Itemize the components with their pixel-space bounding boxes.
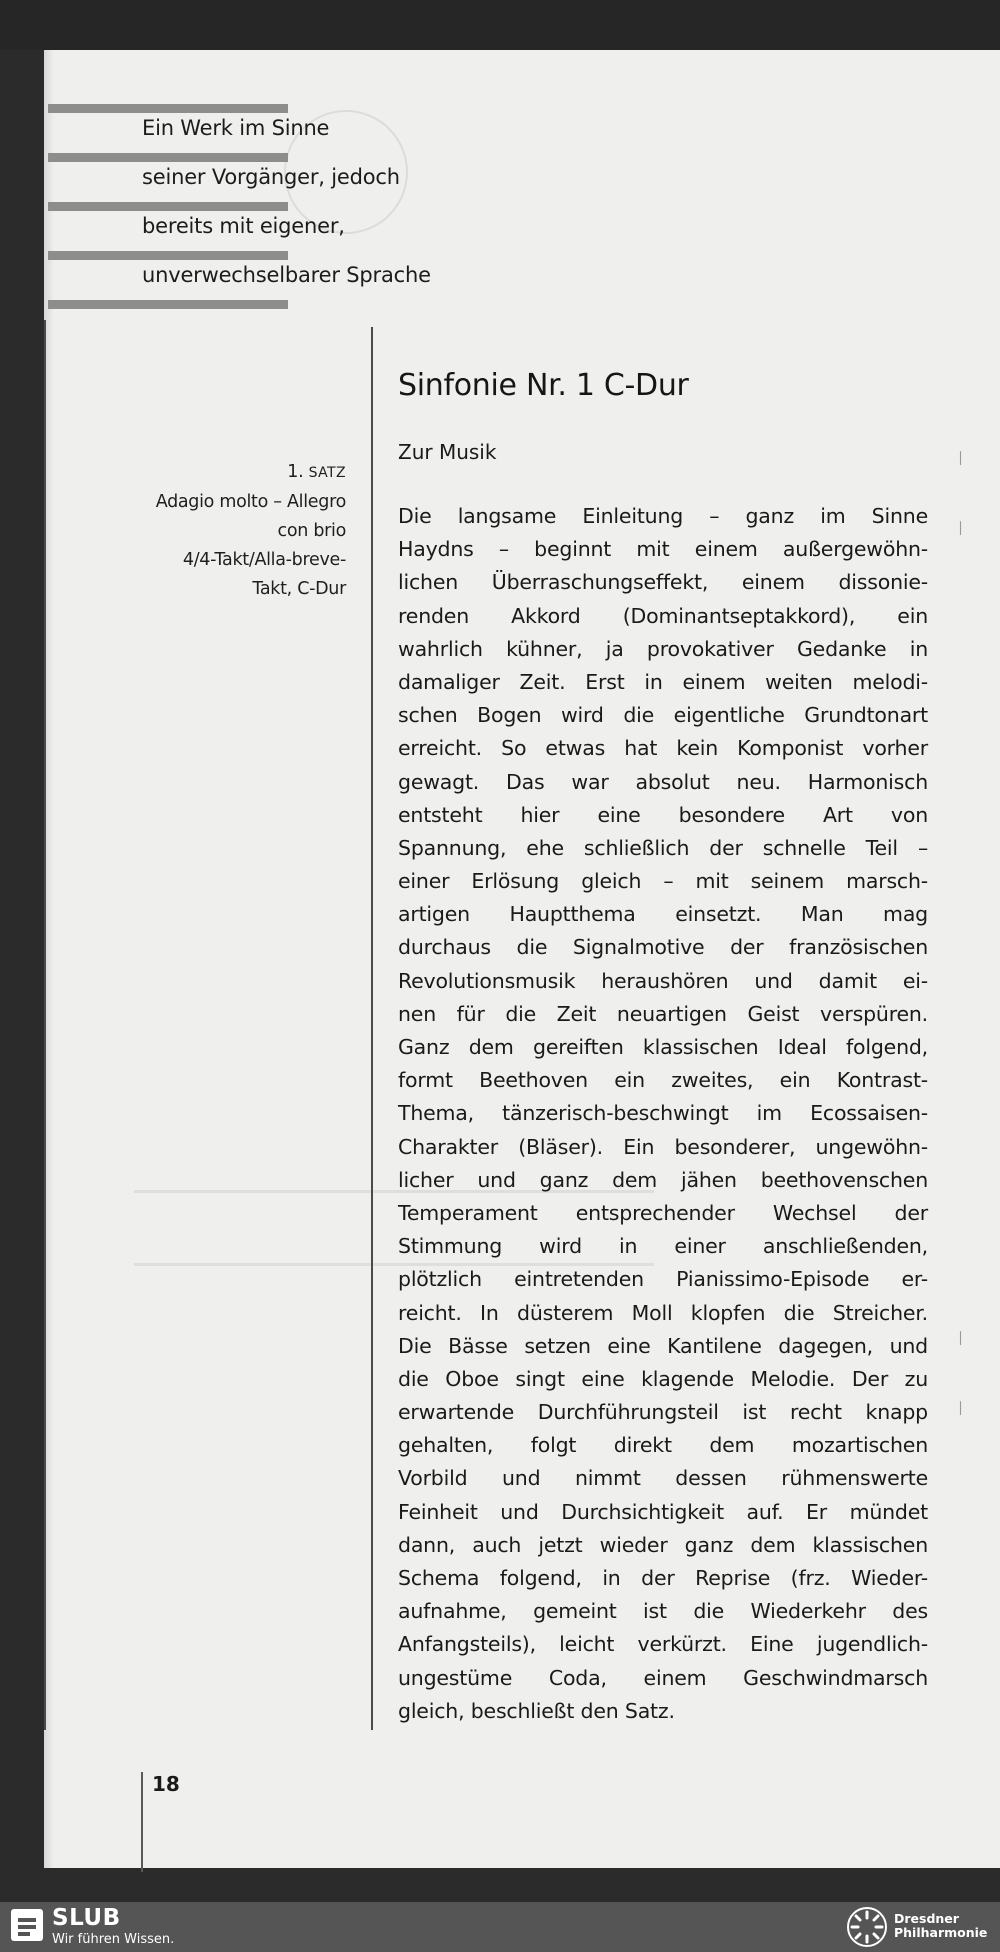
body-line: die Oboe singt eine klagende Melodie. Der zu: [398, 1366, 928, 1391]
body-line: dann, auch jetzt wieder ganz dem klassischen: [398, 1532, 928, 1557]
body-line: ungestüme Coda, einem Geschwindmarsch: [398, 1665, 928, 1690]
pull-quote-line: bereits mit eigener,: [142, 214, 345, 238]
article-body: [398, 500, 928, 1728]
left-margin-rule: [44, 320, 46, 1730]
body-line: lichen Überraschungseffekt, einem dissonie-: [398, 570, 928, 595]
body-line: Revolutionsmusik heraushören und damit ei-: [398, 968, 928, 993]
body-line: Anfangsteils), leicht verkürzt. Eine jugendlich-: [398, 1632, 928, 1657]
body-line: plötzlich eintretenden Pianissimo-Episode er-: [398, 1267, 928, 1292]
decorative-stripe: [48, 104, 288, 113]
movement-meter: 4/4-Takt/Alla-breve-: [182, 550, 346, 570]
body-line: einer Erlösung gleich – mit seinem marsch-: [398, 869, 928, 894]
body-line: schen Bogen wird die eigentliche Grundtonart: [398, 703, 928, 728]
body-line: Vorbild und nimmt dessen rühmenswerte: [398, 1466, 928, 1491]
body-line: licher und ganz dem jähen beethovenschen: [398, 1167, 928, 1192]
footer-rule: [141, 1772, 143, 1872]
margin-mark: ∣: [957, 1400, 964, 1416]
body-line: erreicht. So etwas hat kein Komponist vorher: [398, 736, 928, 761]
movement-tempo: Adagio molto – Allegro: [155, 492, 346, 512]
body-line: Die langsame Einleitung – ganz im Sinne: [398, 504, 928, 528]
body-line: Thema, tänzerisch-beschwingt im Ecossaisen-: [398, 1101, 928, 1126]
movement-key: Takt, C-Dur: [252, 579, 346, 599]
body-line: gehalten, folgt direkt dem mozartischen: [398, 1433, 928, 1458]
slub-logo-icon[interactable]: [10, 1908, 44, 1942]
partner-name-line1: Dresdner: [894, 1911, 959, 1926]
body-line: entsteht hier eine besondere Art von: [398, 802, 928, 827]
movement-heading: [114, 458, 346, 488]
article-subtitle: Zur Musik: [398, 440, 497, 464]
body-line: Ganz dem gereiften klassischen Ideal folgend,: [398, 1035, 928, 1059]
body-line: gewagt. Das war absolut neu. Harmonisch: [398, 769, 928, 794]
pull-quote-line: Ein Werk im Sinne: [142, 116, 330, 140]
body-line: Temperament entsprechender Wechsel der: [398, 1200, 928, 1225]
body-line: artigen Hauptthema einsetzt. Man mag: [398, 902, 928, 927]
body-line: formt Beethoven ein zweites, ein Kontrast-: [398, 1068, 928, 1093]
movement-number: 1.: [287, 462, 304, 482]
pull-quote-line: unverwechselbarer Sprache: [142, 263, 431, 287]
movement-sidebar: [114, 458, 346, 604]
body-line: Die Bässe setzen eine Kantilene dagegen, und: [398, 1333, 928, 1358]
body-line: reicht. In düsterem Moll klopfen die Streicher.: [398, 1300, 928, 1325]
library-name[interactable]: SLUB: [52, 1905, 121, 1931]
body-line: aufnahme, gemeint ist die Wiederkehr des: [398, 1599, 928, 1624]
library-tagline: Wir führen Wissen.: [52, 1932, 175, 1947]
page-number: 18: [152, 1772, 180, 1796]
decorative-stripe: [48, 153, 288, 162]
movement-tempo-cont: con brio: [277, 521, 346, 541]
body-line: Charakter (Bläser). Ein besonderer, ungewöhn-: [398, 1134, 928, 1159]
body-line: erwartende Durchführungsteil ist recht knapp: [398, 1400, 928, 1425]
body-line: Schema folgend, in der Reprise (frz. Wieder-: [398, 1566, 928, 1590]
decorative-stripe: [48, 251, 288, 260]
body-line: durchaus die Signalmotive der französischen: [398, 935, 928, 960]
article-title: Sinfonie Nr. 1 C-Dur: [398, 368, 689, 403]
body-line: Feinheit und Durchsichtigkeit auf. Er mündet: [398, 1499, 928, 1524]
body-line: renden Akkord (Dominantseptakkord), ein: [398, 603, 928, 628]
dresdner-philharmonie-logo-icon[interactable]: [846, 1906, 888, 1948]
margin-mark: ∣: [957, 450, 964, 466]
document-page: [44, 50, 1000, 1868]
body-line: Stimmung wird in einer anschließenden,: [398, 1234, 928, 1259]
viewer-footer: [0, 1902, 1000, 1952]
movement-label: SATZ: [308, 465, 346, 481]
body-line: wahrlich kühner, ja provokativer Gedanke in: [398, 636, 928, 661]
body-line: nen für die Zeit neuartigen Geist verspüren.: [398, 1001, 928, 1026]
body-line: damaliger Zeit. Erst in einem weiten melodi-: [398, 669, 928, 694]
scan-border-top: [0, 0, 1000, 50]
partner-name[interactable]: [894, 1912, 987, 1940]
pull-quote-line: seiner Vorgänger, jedoch: [142, 165, 400, 189]
column-divider-rule: [371, 327, 373, 1730]
body-line: gleich, beschließt den Satz.: [398, 1698, 675, 1723]
margin-mark: ∣: [957, 520, 964, 536]
margin-mark: ∣: [957, 1330, 964, 1346]
body-line: Spannung, ehe schließlich der schnelle Teil –: [398, 835, 928, 860]
partner-name-line2: Philharmonie: [894, 1925, 988, 1940]
decorative-stripe: [48, 300, 288, 309]
body-line: Haydns – beginnt mit einem außergewöhn-: [398, 537, 928, 562]
decorative-stripe: [48, 202, 288, 211]
